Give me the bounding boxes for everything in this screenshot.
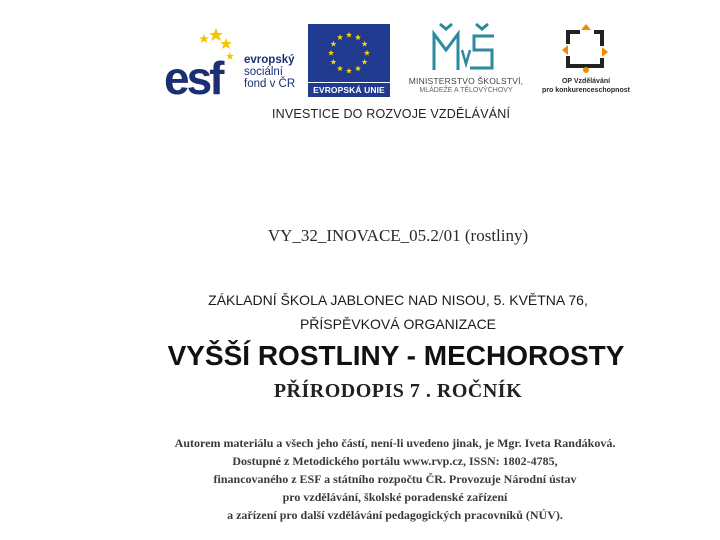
eu-star [355,34,361,40]
eu-flag-icon [308,24,390,82]
credits-line: Autorem materiálu a všech jeho částí, není-li uvedeno jinak, je Mgr. Iveta Randáková. [174,436,616,450]
eu-flag [308,24,390,82]
op-vk-logo-icon [560,22,612,74]
msmt-line-1: MINISTERSTVO ŠKOLSTVÍ, [408,76,524,86]
eu-star [362,41,368,47]
eu-star [355,65,361,71]
esf-logo-text [244,54,295,90]
school-name-line-1: ZÁKLADNÍ ŠKOLA JABLONEC NAD NISOU, 5. KVĚTNA 76, [208,292,588,308]
svg-text:esf: esf [164,52,222,98]
op-line-2: pro konkurenceschopnost [542,87,630,94]
eu-logo [308,24,390,98]
msmt-logo [396,20,536,100]
eu-star [330,41,336,47]
school-name-line-2: PŘÍSPĚVKOVÁ ORGANIZACE [299,316,497,332]
esf-word-1: evropský [244,54,295,66]
esf-logo [164,22,300,98]
eu-star [364,50,370,56]
credits-line: a zařízení pro další vzdělávání pedagogických pracovníků (NÚV). [227,508,563,522]
eu-star [337,65,343,71]
credits-line: financovaného z ESF a státního rozpočtu ČR. Provozuje Národní ústav [213,472,577,486]
op-line-1: OP Vzdělávání [561,78,611,85]
eu-star [337,34,343,40]
eu-label: EVROPSKÁ UNIE [308,83,390,97]
material-code: VY_32_INOVACE_05.2/01 (rostliny) [267,226,529,245]
eu-star [346,32,352,38]
msmt-line-2: MLÁDEŽE A TĚLOVÝCHOVY [419,87,513,94]
msmt-logo-icon [430,20,502,74]
esf-word-2: sociální [244,66,283,78]
eu-star [328,50,334,56]
subject-heading: PŘÍRODOPIS 7 . ROČNÍK [273,380,523,402]
eu-star [346,68,352,74]
credits-block [0,434,720,524]
esf-word-3: fond v ČR [244,78,296,90]
investice-slogan: INVESTICE DO ROZVOJE VZDĚLÁVÁNÍ [272,107,511,121]
eu-star [330,59,336,65]
page-title: VYŠŠÍ ROSTLINY - MECHOROSTY [167,340,625,371]
eu-star [362,59,368,65]
credits-line: Dostupné z Metodického portálu www.rvp.cz, ISSN: 1802-4785, [232,454,558,468]
op-logo [540,22,632,100]
credits-line: pro vzdělávání, školské poradenské zařízení [282,490,508,504]
esf-logo-icon [164,22,240,98]
